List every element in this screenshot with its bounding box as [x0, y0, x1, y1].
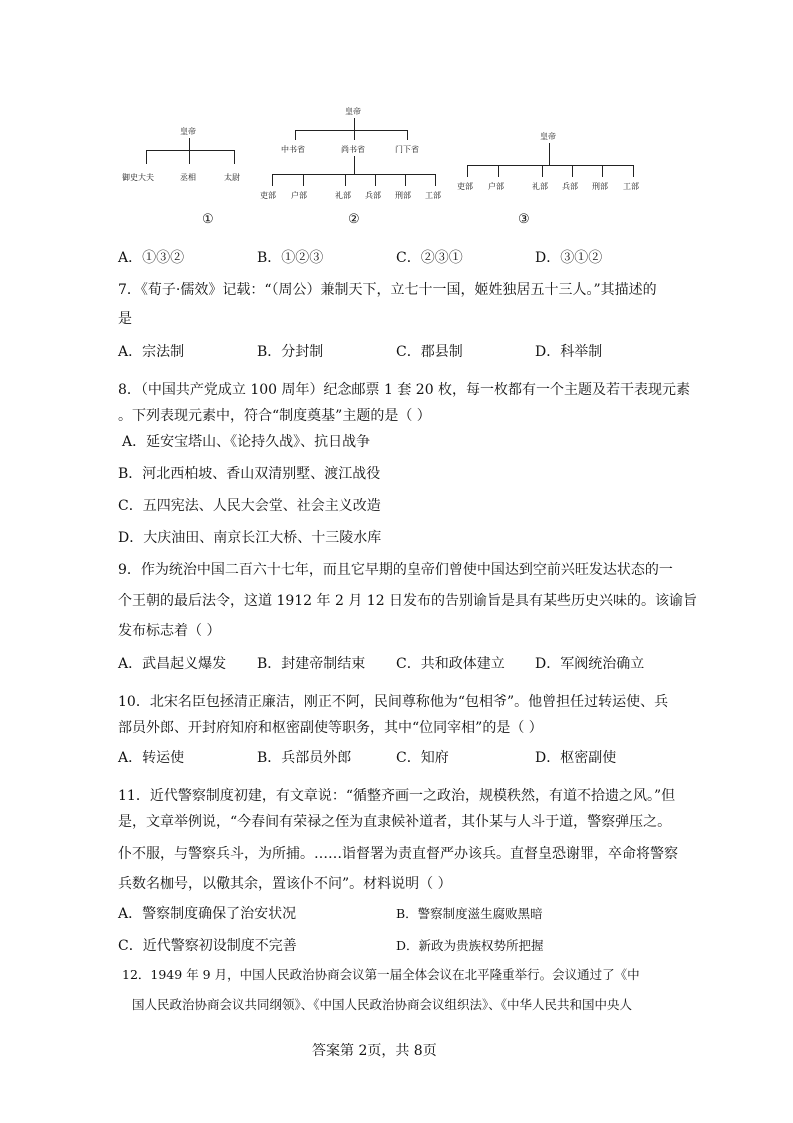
diagram-3-branch: [467, 165, 633, 166]
q8-option-b: B．河北西柏坡、香山双清别墅、渡江战役: [118, 466, 381, 482]
diagram-2-leaf-drop-5: [405, 174, 406, 186]
q7-stem-line-2: 是: [118, 311, 132, 327]
diagram-2-leaf-1: 吏部: [260, 191, 276, 200]
diagram-3-caption: ③: [518, 212, 530, 227]
q10-stem-line-2: 部员外郎、开封府知府和枢密副使等职务，其中“位同宰相”的是（ ）: [118, 720, 543, 736]
diagram-1-caption: ①: [202, 212, 214, 227]
q6-option-b: B．①②③: [257, 250, 324, 266]
q11-option-b: B．警察制度滋生腐败黑暗: [396, 906, 543, 921]
diagram-2-leaf-2: 户部: [291, 191, 307, 200]
q11-stem-line-2: 是，文章举例说，“今春间有荣禄之侄为直隶候补道者，其仆某与人斗于道，警察弹压之。: [118, 814, 672, 830]
q6-option-a: A．①③②: [118, 250, 185, 266]
diagram-3-drop-2: [498, 165, 499, 177]
diagram-1-drop-2: [189, 150, 190, 164]
q10-stem-line-1: 10．北宋名臣包拯清正廉洁，刚正不阿，民间尊称他为“包相爷”。他曾担任过转运使、兵: [118, 694, 669, 710]
diagram-2-leaf-drop-3: [345, 174, 346, 186]
q12-stem-line-2: 国人民政治协商会议共同纲领》、《中国人民政治协商会议组织法》、《中华人民共和国中央人: [132, 997, 633, 1012]
q10-option-a: A．转运使: [118, 750, 185, 766]
diagram-3-root-stem: [549, 143, 550, 165]
diagram-3: [455, 125, 655, 230]
q11-option-d: D．新政为贵族权势所把握: [396, 938, 544, 953]
diagram-2-caption: ②: [348, 212, 360, 227]
q10-option-b: B．兵部员外郎: [257, 750, 352, 766]
diagram-3-drop-1: [467, 165, 468, 177]
diagram-1-child-1: 御史大夫: [122, 173, 154, 182]
diagram-2-leaf-drop-4: [375, 174, 376, 186]
q8-stem-line-2: 。下列表现元素中，符合“制度奠基”主题的是（ ）: [118, 408, 431, 424]
diagram-2-leaf-4: 兵部: [365, 191, 381, 200]
diagram-2: [255, 100, 455, 230]
q9-stem-line-1: 9．作为统治中国二百六十七年，而且它早期的皇帝们曾使中国达到空前兴旺发达状态的一: [118, 562, 673, 578]
q11-stem-line-1: 11．近代警察制度初建，有文章说：“循整齐画一之政治，规模秩然，有道不拾遗之风。”但: [118, 788, 676, 804]
q7-option-c: C．郡县制: [396, 344, 463, 360]
diagram-2-leaf-3: 礼部: [335, 191, 351, 200]
diagram-3-leaf-6: 工部: [623, 182, 639, 191]
diagram-3-leaf-3: 礼部: [532, 182, 548, 191]
diagram-3-drop-6: [633, 165, 634, 177]
diagram-1-drop-1: [146, 150, 147, 164]
q11-option-a: A．警察制度确保了治安状况: [118, 906, 297, 922]
page-footer: 答案第 2页，共 8页: [312, 1043, 437, 1059]
q7-option-d: D．科举制: [535, 344, 603, 360]
q8-option-d: D．大庆油田、南京长江大桥、十三陵水库: [118, 530, 382, 546]
diagram-3-drop-4: [572, 165, 573, 177]
q9-option-a: A．武昌起义爆发: [118, 656, 227, 672]
diagram-2-branch-top: [295, 130, 407, 131]
q9-option-b: B．封建帝制结束: [257, 656, 366, 672]
q8-stem-line-1: 8．（中国共产党成立 100 周年）纪念邮票 1 套 20 枚，每一枚都有一个主题及若干表现元素: [118, 382, 691, 398]
diagram-3-leaf-4: 兵部: [562, 182, 578, 191]
q7-stem-line-1: 7．《荀子·儒效》记载：“（周公）兼制天下，立七十一国，姬姓独居五十三人。”其描述的: [118, 282, 657, 298]
q10-option-c: C．知府: [396, 750, 449, 766]
diagram-3-leaf-2: 户部: [488, 182, 504, 191]
q11-stem-line-3: 仆不服，与警察兵斗，为所捕。……诣督署为责直督严办该兵。直督皇恐谢罪，卒命将警察: [118, 846, 678, 862]
q7-option-b: B．分封制: [257, 344, 324, 360]
diagram-2-mid-stem: [354, 156, 355, 174]
diagram-1-root: 皇帝: [180, 127, 196, 136]
diagram-2-level2-1: 中书省: [281, 145, 305, 154]
q9-stem-line-2: 个王朝的最后法令，这道 1912 年 2 月 12 日发布的告别谕旨是具有某些历史兴味的。该谕旨: [118, 593, 698, 609]
diagram-3-drop-5: [602, 165, 603, 177]
diagram-1-drop-3: [234, 150, 235, 164]
q6-option-c: C．②③①: [396, 250, 463, 266]
q11-option-c: C．近代警察初设制度不完善: [118, 938, 297, 954]
diagram-2-leaf-drop-2: [303, 174, 304, 186]
diagram-2-leaf-drop-6: [435, 174, 436, 186]
diagram-1-child-2: 丞相: [180, 173, 196, 182]
diagram-3-leaf-5: 刑部: [592, 182, 608, 191]
q10-option-d: D．枢密副使: [535, 750, 617, 766]
diagram-2-drop-b: [354, 130, 355, 140]
q9-stem-line-3: 发布标志着（ ）: [118, 623, 221, 639]
diagram-2-leaf-drop-1: [272, 174, 273, 186]
q8-option-a: A．延安宝塔山、《论持久战》、抗日战争: [122, 434, 371, 450]
q9-option-c: C．共和政体建立: [396, 656, 505, 672]
diagram-3-drop-3: [542, 165, 543, 177]
diagram-2-level2-3: 门下省: [395, 145, 419, 154]
q12-stem-line-1: 12．1949 年 9 月，中国人民政治协商会议第一届全体会议在北平隆重举行。会议通过了《中: [122, 967, 640, 982]
q7-option-a: A．宗法制: [118, 344, 185, 360]
diagram-2-root-stem: [354, 118, 355, 130]
diagram-1-root-stem: [189, 138, 190, 150]
diagram-2-drop-c: [407, 130, 408, 140]
q11-stem-line-4: 兵数名枷号，以儆其余，置该仆不问”。材料说明（ ）: [118, 876, 452, 892]
diagram-2-branch-bottom: [272, 174, 435, 175]
diagram-1: [110, 120, 260, 230]
diagram-2-drop-a: [295, 130, 296, 140]
diagram-3-leaf-1: 吏部: [457, 182, 473, 191]
diagram-1-branch: [146, 150, 234, 151]
diagram-3-root: 皇帝: [540, 132, 556, 141]
q9-option-d: D．军阀统治确立: [535, 656, 645, 672]
diagram-2-level2-2: 尚书省: [341, 145, 365, 154]
q6-option-d: D．③①②: [535, 250, 603, 266]
diagram-2-root: 皇帝: [345, 107, 361, 116]
diagram-2-leaf-6: 工部: [425, 191, 441, 200]
diagram-2-leaf-5: 刑部: [395, 191, 411, 200]
diagram-1-child-3: 太尉: [224, 173, 240, 182]
q8-option-c: C．五四宪法、人民大会堂、社会主义改造: [118, 498, 381, 514]
